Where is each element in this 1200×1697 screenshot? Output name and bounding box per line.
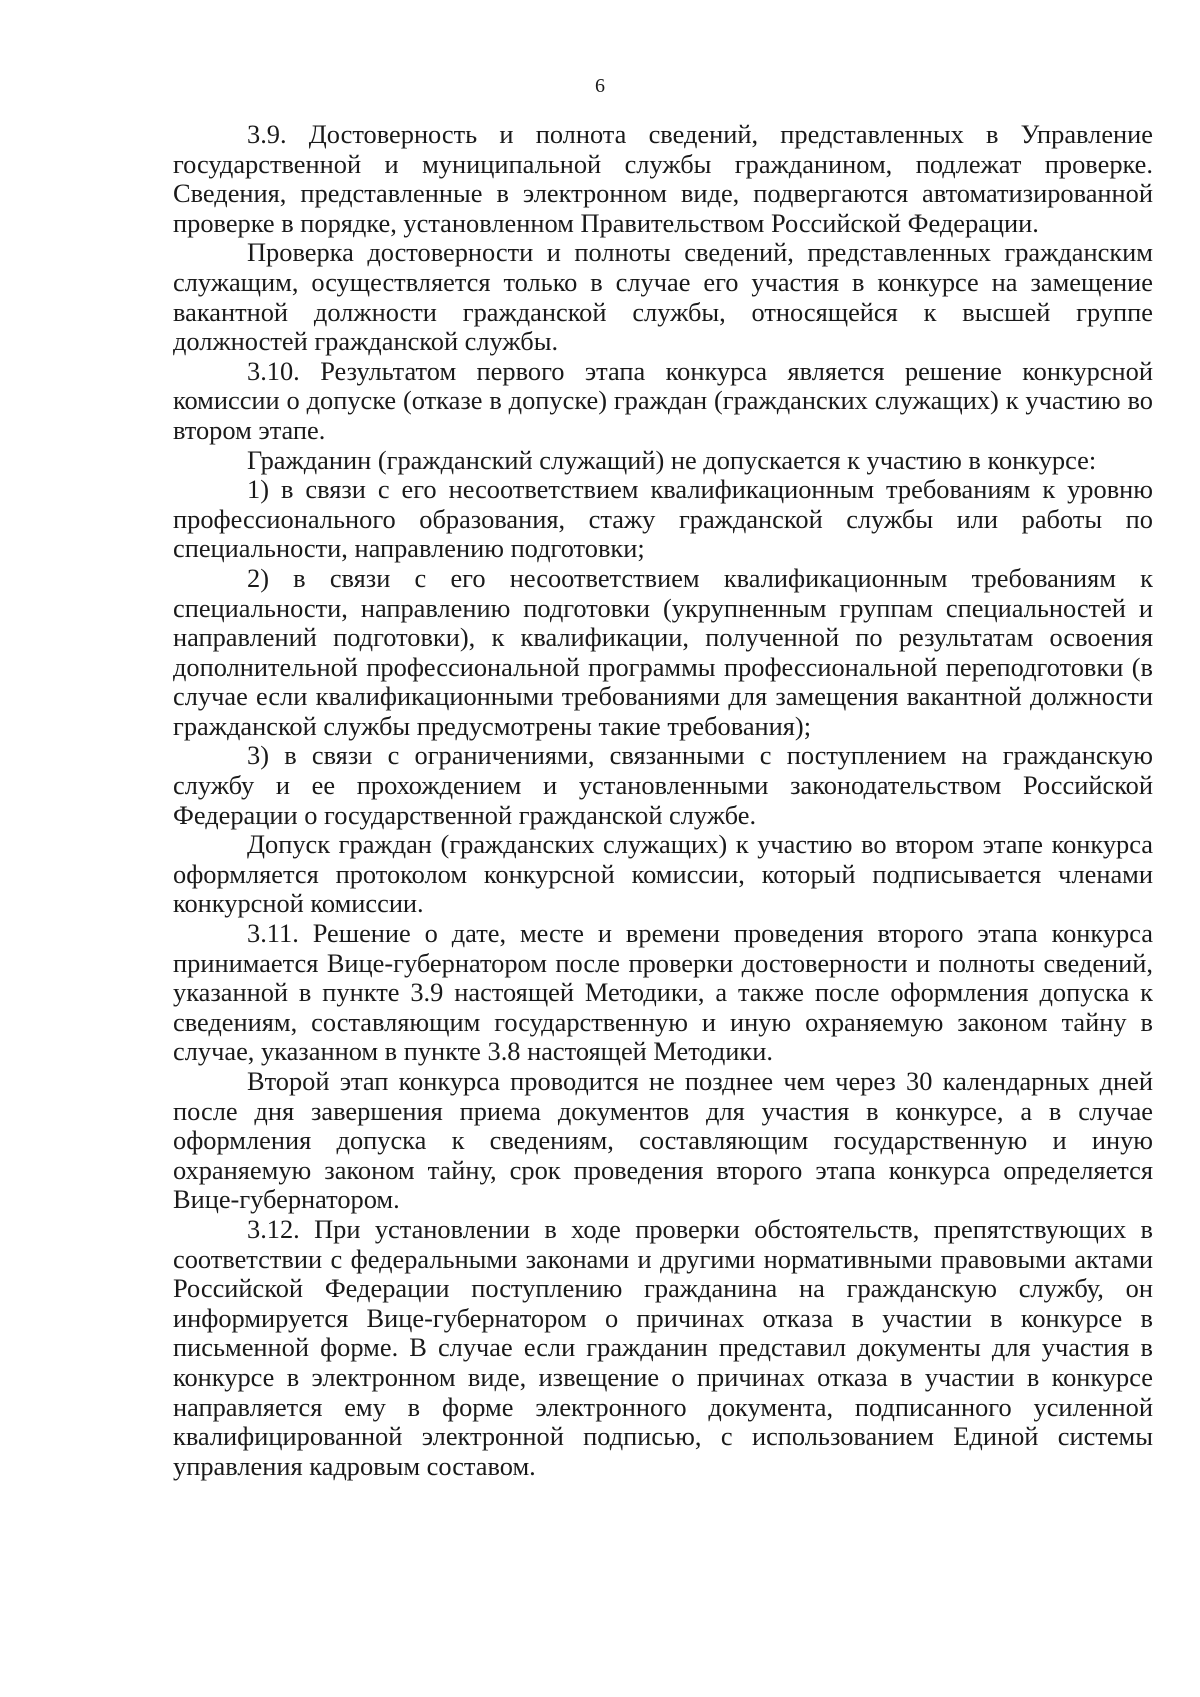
paragraph-3-12: 3.12. При установлении в ходе проверки обстоятельств, препятствующих в соответствии с федеральными законами и другими нормативными правовыми актами Российской Федерации поступлению гражданина на гражданскую службу, он информируется Вице-губернатором о причинах отказа в участии в конкурсе в письменной форме. В случае если гражданин представил документы для участия в конкурсе в электронном виде, извещение о причинах отказа в участии в конкурсе направляется ему в форме электронного документа, подписанного усиленной квалифицированной электронной подписью, с использованием Единой системы управления кадровым составом. [173, 1213, 1153, 1481]
paragraph-second-stage-timing: Второй этап конкурса проводится не позднее чем через 30 календарных дней после дня завершения приема документов для участия в конкурсе, а в случае оформления допуска к сведениям, составляющим государственную и иную охраняемую законом тайну, срок проведения второго этапа конкурса определяется Вице-губернатором. [173, 1066, 1153, 1215]
paragraph-item-3: 3) в связи с ограничениями, связанными с поступлением на гражданскую службу и ее прохождением и установленными законодательством Российской Федерации о государственной гражданской службе. [173, 740, 1153, 830]
paragraph-verification-scope: Проверка достоверности и полноты сведений, представленных гражданским служащим, осуществляется только в случае его участия в конкурсе на замещение вакантной должности гражданской службы, относящейся к высшей группе должностей гражданской службы. [173, 237, 1153, 357]
paragraph-item-2: 2) в связи с его несоответствием квалификационным требованиям к специальности, направлению подготовки (укрупненным группам специальностей и направлений подготовки), к квалификации, полученной по результатам освоения дополнительной профессиональной программы профессиональной переподготовки (в случае если квалификационными требованиями для замещения вакантной должности гражданской службы предусмотрены такие требования); [173, 562, 1153, 741]
document-body [173, 120, 1153, 1481]
paragraph-item-1: 1) в связи с его несоответствием квалификационным требованиям к уровню профессионального образования, стажу гражданской службы или работы по специальности, направлению подготовки; [173, 474, 1153, 564]
page-number: 6 [595, 75, 605, 97]
paragraph-admission-protocol: Допуск граждан (гражданских служащих) к участию во втором этапе конкурса оформляется протоколом конкурсной комиссии, который подписывается членами конкурсной комиссии. [173, 829, 1153, 919]
paragraph-3-10: 3.10. Результатом первого этапа конкурса является решение конкурсной комиссии о допуске (отказе в допуске) граждан (гражданских служащих) к участию во втором этапе. [173, 355, 1153, 445]
paragraph-not-admitted-intro: Гражданин (гражданский служащий) не допускается к участию в конкурсе: [247, 444, 1097, 475]
paragraph-3-11: 3.11. Решение о дате, месте и времени проведения второго этапа конкурса принимается Вице-губернатором после проверки достоверности и полноты сведений, указанной в пункте 3.9 настоящей Методики, а также после оформления допуска к сведениям, составляющим государственную и иную охраняемую законом тайну в случае, указанном в пункте 3.8 настоящей Методики. [173, 918, 1153, 1067]
paragraph-3-9: 3.9. Достоверность и полнота сведений, представленных в Управление государственной и муниципальной службы гражданином, подлежат проверке. Сведения, представленные в электронном виде, подвергаются автоматизированной проверке в порядке, установленном Правительством Российской Федерации. [173, 119, 1153, 238]
